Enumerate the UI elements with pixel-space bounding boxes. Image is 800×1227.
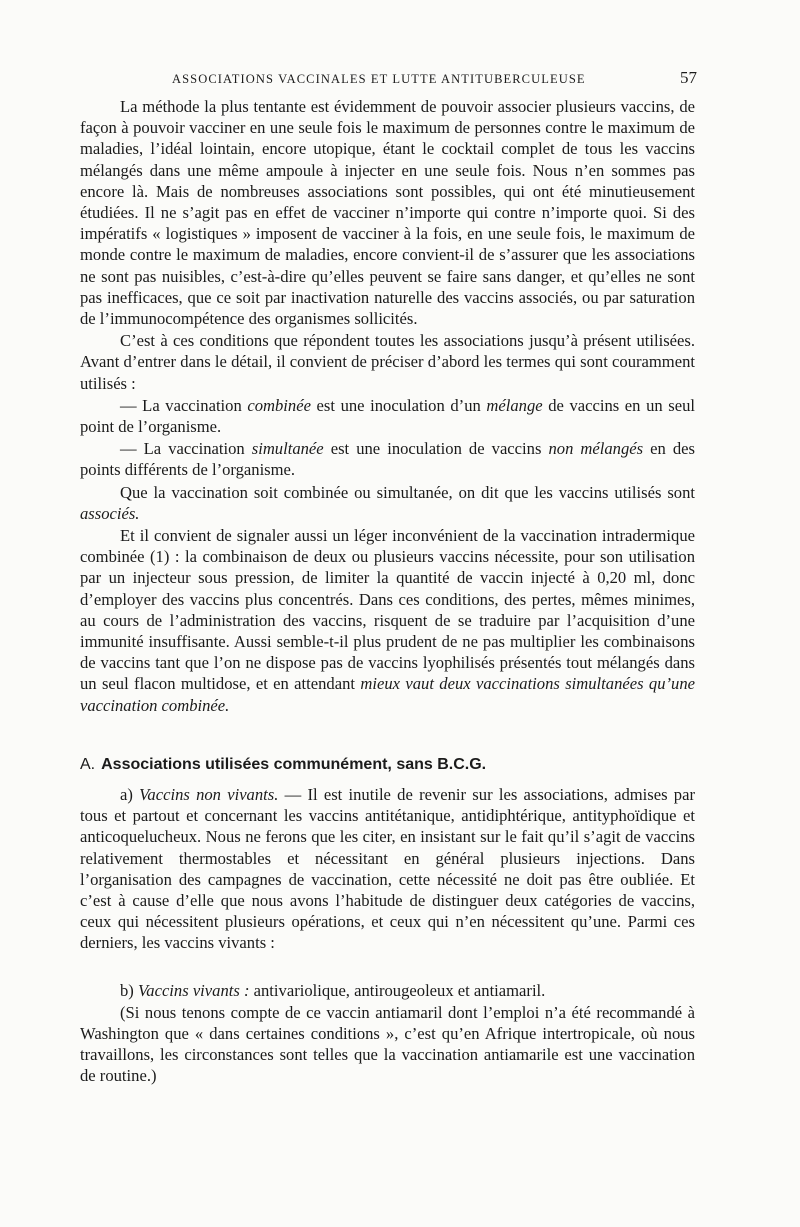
term-not-mixed: non mélangés: [548, 439, 644, 459]
term-mixture: mélange: [486, 395, 543, 415]
paragraph-intro: La méthode la plus tentante est évidemment de pouvoir associer plusieurs vaccins, de façon à pouvoir vacciner en une seule fois le maximum de personnes contre le maximum de maladies, l’idéal lointain, encore utopique, étant le cocktail complet de tous les vaccins mélangés dans une même ampoule à injecter en une seule fois. Nous n’en sommes pas encore là. Mais de nombreuses associations sont possibles, qui ont été minutieusement étudiées. Il ne s’agit pas en effet de vacciner n’importe qui contre n’importe quoi. Si des impératifs « logistiques » imposent de vacciner à la fois, en une seule fois, le maximum de monde contre le maximum de maladies, encore convient-il de s’assurer que les associations ne sont pas nuisibles, c’est-à-dire qu’elles peuvent se faire sans danger, et qu’elles ne sont pas inefficaces, que ce soit par inactivation naturelle des vaccins associés, ou par saturation de l’immunocompétence des organismes sollicités.: [80, 97, 695, 329]
section-letter: A.: [80, 755, 96, 773]
subheading-non-live: Vaccins non vivants.: [139, 784, 279, 804]
paragraph-associated: Que la vaccination soit combinée ou simultanée, on dit que les vaccins utilisés sont associés.: [80, 482, 695, 523]
paragraph-conditions: C’est à ces conditions que répondent toutes les associations jusqu’à présent utilisées. Avant d’entrer dans le détail, il convient de préciser d’abord les termes qui sont couramment utilisés :: [80, 331, 695, 393]
term-associated: associés.: [80, 503, 140, 523]
definition-simultaneous: — La vaccination simultanée est une inoculation de vaccins non mélangés en des points différents de l’organisme.: [80, 439, 695, 480]
subheading-live: Vaccins vivants :: [137, 980, 250, 1000]
paragraph-live-vaccines: b) Vaccins vivants : antivariolique, antirougeoleux et antiamaril.: [120, 980, 546, 1000]
section-heading: [80, 754, 695, 776]
running-header: [82, 68, 697, 92]
page-number: 57: [680, 68, 697, 87]
body-text: [80, 96, 695, 1087]
section-title: Associations utilisées communément, sans B.C.G.: [101, 755, 487, 773]
paragraph-inconvenience: Et il convient de signaler aussi un léger inconvénient de la vaccination intradermique combinée (1) : la combinaison de deux ou plusieurs vaccins nécessite, pour son utilisation par un injecteur sous pression, de limiter la quantité de vaccin injecté à 0,20 ml, donc d’employer des vaccins plus concentrés. Dans ces conditions, des pertes, mêmes minimes, au cours de l’administration des vaccins, risquent de se traduire par l’acquisition d’une immunité insuffisante. Aussi semble-t-il plus prudent de ne pas multiplier les combinaisons de vaccins tant que l’on ne dispose pas de vaccins lyophilisés présentés tout mélangés dans un seul flacon multidose, et en attendant mieux vaut deux vaccinations simultanées qu’une vaccination combinée.: [80, 526, 695, 715]
term-combined: combinée: [247, 395, 311, 415]
conclusion-emphasis: mieux vaut deux vaccinations simultanées qu’une vaccination combinée.: [80, 674, 695, 715]
term-simultaneous: simultanée: [251, 439, 324, 459]
definition-combined: — La vaccination combinée est une inoculation d’un mélange de vaccins en un seul point de l’organisme.: [80, 395, 695, 437]
running-title: ASSOCIATIONS VACCINALES ET LUTTE ANTITUBERCULEUSE: [172, 72, 586, 86]
paragraph-yellow-fever-note: (Si nous tenons compte de ce vaccin antiamaril dont l’emploi n’a été recommandé à Washington que « dans certaines conditions », c’est qu’en Afrique intertropicale, où nous travaillons, les circonstances sont telles que la vaccination antiamarile est une vaccination de routine.): [80, 1002, 695, 1086]
paragraph-non-live-vaccines: a) Vaccins non vivants. — Il est inutile de revenir sur les associations, admises par tous et partout et concernant les vaccins antitétanique, antidiphtérique, antityphoïdique et anticoquelucheux. Nous ne ferons que les citer, en insistant sur le fait qu’il s’agit de vaccins relativement thermostables et nécessitant en général plusieurs injections. Dans l’organisation des campagnes de vaccination, cette nécessité ne doit pas être oubliée. Et c’est à cause d’elle que nous avons l’habitude de distinguer deux catégories de vaccins, ceux qui nécessitent plusieurs opérations, et ceux qui n’en nécessitent qu’une. Parmi ces derniers, les vaccins vivants :: [80, 784, 695, 953]
